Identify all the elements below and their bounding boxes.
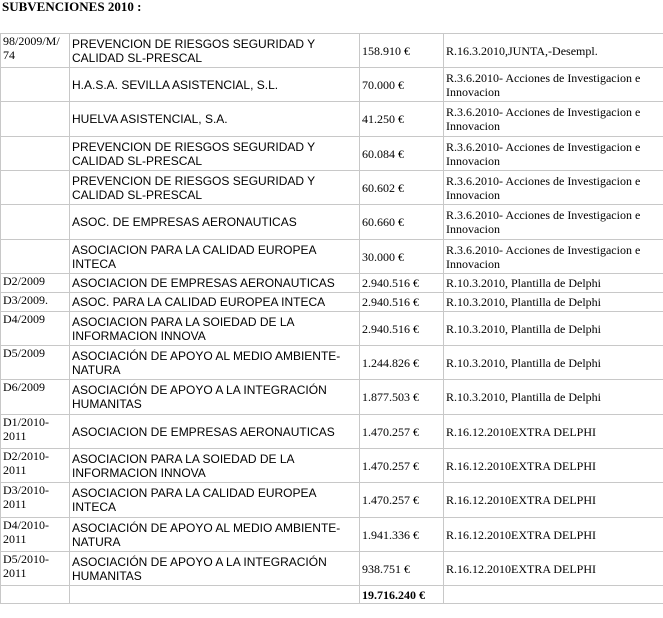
- table-body: [1, 34, 663, 604]
- table-row: [1, 346, 663, 380]
- code-cell: [1, 137, 70, 171]
- entity-cell: ASOCIACION DE EMPRESAS AERONAUTICAS: [70, 274, 360, 293]
- entity-cell: ASOCIACIÓN DE APOYO AL MEDIO AMBIENTE-NATURA: [70, 518, 360, 552]
- table-row: [1, 171, 663, 205]
- code-cell: D2/2010-2011: [1, 449, 70, 483]
- total-code-cell: [1, 586, 70, 604]
- code-cell: D5/2009: [1, 346, 70, 380]
- amount-cell: 2.940.516 €: [360, 312, 444, 346]
- amount-cell: 60.602 €: [360, 171, 444, 205]
- amount-cell: 70.000 €: [360, 68, 444, 102]
- table-row: [1, 449, 663, 483]
- entity-cell: ASOCIACION PARA LA SOIEDAD DE LA INFORMACION INNOVA: [70, 312, 360, 346]
- entity-cell: ASOC. DE EMPRESAS AERONAUTICAS: [70, 205, 360, 240]
- resolution-cell: R.16.12.2010EXTRA DELPHI: [444, 518, 663, 552]
- amount-cell: 1.470.257 €: [360, 483, 444, 518]
- table-row: [1, 312, 663, 346]
- amount-cell: 1.470.257 €: [360, 415, 444, 449]
- entity-cell: ASOCIACION PARA LA CALIDAD EUROPEA INTECA: [70, 240, 360, 274]
- amount-cell: 2.940.516 €: [360, 274, 444, 293]
- code-cell: D4/2009: [1, 312, 70, 346]
- code-cell: D2/2009: [1, 274, 70, 293]
- table-row: [1, 34, 663, 68]
- code-cell: D6/2009: [1, 380, 70, 415]
- resolution-cell: R.10.3.2010, Plantilla de Delphi: [444, 293, 663, 312]
- amount-cell: 60.660 €: [360, 205, 444, 240]
- code-cell: [1, 68, 70, 102]
- entity-cell: ASOCIACIÓN DE APOYO A LA INTEGRACIÓN HUMANITAS: [70, 552, 360, 586]
- entity-cell: ASOCIACIÓN DE APOYO AL MEDIO AMBIENTE-NATURA: [70, 346, 360, 380]
- table-row: [1, 68, 663, 102]
- total-amount-cell: 19.716.240 €: [360, 586, 444, 604]
- resolution-cell: R.16.12.2010EXTRA DELPHI: [444, 449, 663, 483]
- resolution-cell: R.10.3.2010, Plantilla de Delphi: [444, 380, 663, 415]
- table-row: [1, 483, 663, 518]
- table-row: [1, 415, 663, 449]
- amount-cell: 60.084 €: [360, 137, 444, 171]
- table-row: [1, 380, 663, 415]
- entity-cell: ASOCIACION PARA LA CALIDAD EUROPEA INTECA: [70, 483, 360, 518]
- entity-cell: PREVENCION DE RIESGOS SEGURIDAD Y CALIDAD SL-PRESCAL: [70, 137, 360, 171]
- entity-cell: ASOCIACION DE EMPRESAS AERONAUTICAS: [70, 415, 360, 449]
- code-cell: [1, 240, 70, 274]
- table-row: [1, 274, 663, 293]
- entity-cell: ASOC. PARA LA CALIDAD EUROPEA INTECA: [70, 293, 360, 312]
- resolution-cell: R.3.6.2010- Acciones de Investigacion e Innovacion: [444, 102, 663, 137]
- entity-cell: ASOCIACION PARA LA SOIEDAD DE LA INFORMACION INNOVA: [70, 449, 360, 483]
- subsidies-table: [0, 33, 663, 604]
- amount-cell: 938.751 €: [360, 552, 444, 586]
- code-cell: [1, 205, 70, 240]
- amount-cell: 1.941.336 €: [360, 518, 444, 552]
- amount-cell: 1.244.826 €: [360, 346, 444, 380]
- entity-cell: ASOCIACIÓN DE APOYO A LA INTEGRACIÓN HUMANITAS: [70, 380, 360, 415]
- page-title: SUBVENCIONES 2010 :: [2, 0, 142, 14]
- total-entity-cell: [70, 586, 360, 604]
- table-row: [1, 102, 663, 137]
- entity-cell: PREVENCION DE RIESGOS SEGURIDAD Y CALIDAD SL-PRESCAL: [70, 171, 360, 205]
- table-row: [1, 240, 663, 274]
- resolution-cell: R.10.3.2010, Plantilla de Delphi: [444, 346, 663, 380]
- resolution-cell: R.3.6.2010- Acciones de Investigacion e Innovacion: [444, 205, 663, 240]
- code-cell: D5/2010-2011: [1, 552, 70, 586]
- entity-cell: H.A.S.A. SEVILLA ASISTENCIAL, S.L.: [70, 68, 360, 102]
- resolution-cell: R.3.6.2010- Acciones de Investigacion e Innovacion: [444, 171, 663, 205]
- amount-cell: 2.940.516 €: [360, 293, 444, 312]
- code-cell: D3/2009.: [1, 293, 70, 312]
- code-cell: D3/2010-2011: [1, 483, 70, 518]
- total-row: [1, 586, 663, 604]
- amount-cell: 1.877.503 €: [360, 380, 444, 415]
- code-cell: [1, 171, 70, 205]
- amount-cell: 158.910 €: [360, 34, 444, 68]
- resolution-cell: R.16.12.2010EXTRA DELPHI: [444, 483, 663, 518]
- code-cell: 98/2009/M/ 74: [1, 34, 70, 68]
- resolution-cell: R.3.6.2010- Acciones de Investigacion e Innovacion: [444, 137, 663, 171]
- table-row: [1, 205, 663, 240]
- amount-cell: 1.470.257 €: [360, 449, 444, 483]
- amount-cell: 41.250 €: [360, 102, 444, 137]
- resolution-cell: R.16.12.2010EXTRA DELPHI: [444, 415, 663, 449]
- table-row: [1, 293, 663, 312]
- resolution-cell: R.16.3.2010,JUNTA,-Desempl.: [444, 34, 663, 68]
- amount-cell: 30.000 €: [360, 240, 444, 274]
- total-resolution-cell: [444, 586, 663, 604]
- resolution-cell: R.10.3.2010, Plantilla de Delphi: [444, 312, 663, 346]
- entity-cell: HUELVA ASISTENCIAL, S.A.: [70, 102, 360, 137]
- table-row: [1, 518, 663, 552]
- table-row: [1, 552, 663, 586]
- resolution-cell: R.3.6.2010- Acciones de Investigacion e Innovacion: [444, 240, 663, 274]
- code-cell: D4/2010-2011: [1, 518, 70, 552]
- entity-cell: PREVENCION DE RIESGOS SEGURIDAD Y CALIDAD SL-PRESCAL: [70, 34, 360, 68]
- code-cell: [1, 102, 70, 137]
- resolution-cell: R.16.12.2010EXTRA DELPHI: [444, 552, 663, 586]
- table-row: [1, 137, 663, 171]
- resolution-cell: R.3.6.2010- Acciones de Investigacion e Innovacion: [444, 68, 663, 102]
- resolution-cell: R.10.3.2010, Plantilla de Delphi: [444, 274, 663, 293]
- code-cell: D1/2010-2011: [1, 415, 70, 449]
